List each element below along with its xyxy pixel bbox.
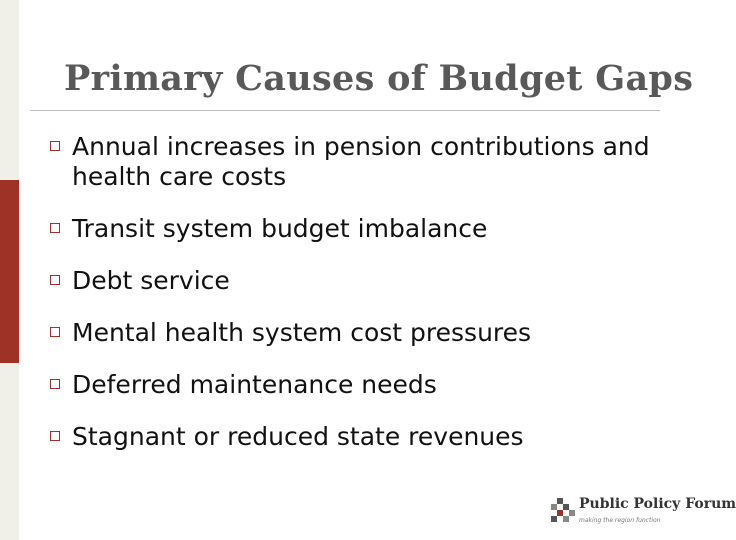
side-band-top xyxy=(0,0,19,180)
hollow-square-bullet-icon xyxy=(50,223,60,233)
side-band-accent xyxy=(0,180,19,363)
bullet-item xyxy=(48,318,688,348)
hollow-square-bullet-icon xyxy=(50,141,60,151)
bullet-text: Debt service xyxy=(72,266,230,295)
logo-tagline: making the region function xyxy=(579,517,661,524)
title-divider xyxy=(30,110,660,111)
checkerboard-logo-icon xyxy=(549,498,577,526)
hollow-square-bullet-icon xyxy=(50,275,60,285)
logo-name: Public Policy Forum xyxy=(579,496,736,512)
bullet-text: Annual increases in pension contributions and health care costs xyxy=(72,132,650,191)
bullet-text: Stagnant or reduced state revenues xyxy=(72,422,524,451)
hollow-square-bullet-icon xyxy=(50,327,60,337)
hollow-square-bullet-icon xyxy=(50,431,60,441)
public-policy-forum-logo xyxy=(549,496,736,532)
bullet-item xyxy=(48,132,688,192)
bullet-text: Mental health system cost pressures xyxy=(72,318,532,347)
hollow-square-bullet-icon xyxy=(50,379,60,389)
bullet-text: Transit system budget imbalance xyxy=(72,214,488,243)
bullet-item xyxy=(48,370,688,400)
slide-title: Primary Causes of Budget Gaps xyxy=(64,58,694,99)
bullet-text: Deferred maintenance needs xyxy=(72,370,437,399)
bullet-item xyxy=(48,214,688,244)
bullet-item xyxy=(48,266,688,296)
side-band-bottom xyxy=(0,363,19,540)
bullet-list xyxy=(48,132,688,452)
bullet-item xyxy=(48,422,688,452)
